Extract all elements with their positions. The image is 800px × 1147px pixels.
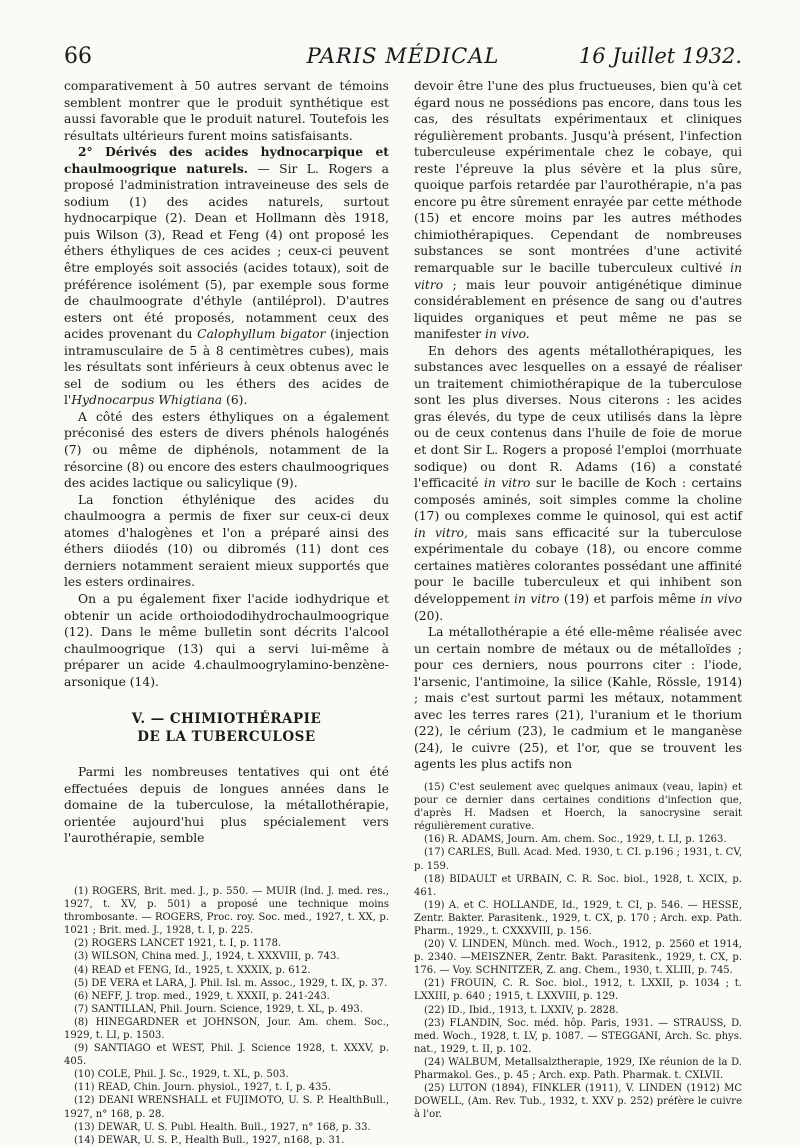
paragraph: La métallothérapie a été elle-même réalisée avec un certain nombre de métaux ou de métalloïdes ; pour ces derniers, nous pourrons citer : l'iode, l'arsenic, l'antimoine, la silice (Kahle, Rössle, 1914) ; mais c'est surtout parmi les métaux, notamment avec les terres rares (21), l'uranium et le thorium (22), le cérium (23), le cadmium et le manganèse (24), le cuivre (25), et l'or, que se trouvent les agents les plus actifs non: [414, 625, 742, 772]
footnote: (23) FLANDIN, Soc. méd. hôp. Paris, 1931. — STRAUSS, D. med. Woch., 1928, t. LV, p. 1087. — STEGGANI, Arch. Sc. phys. nat., 1929, t. II, p. 102.: [414, 1017, 742, 1055]
footnote: (16) R. ADAMS, Journ. Am. chem. Soc., 1929, t. LI, p. 1263.: [424, 834, 727, 846]
italic-term: in vitro,: [414, 525, 468, 540]
footnotes-right: [414, 781, 742, 1121]
footnote: (19) A. et C. HOLLANDE, Id., 1929, t. CI, p. 546. — HESSE, Zentr. Bakter. Parasitenk., 1929, t. CX, p. 170 ; Arch. exp. Path. Pharm., 1929., t. CXXXVIII, p. 156.: [414, 899, 742, 937]
journal-title: PARIS MÉDICAL: [306, 44, 500, 68]
italic-term: in vitro: [414, 261, 742, 292]
footnote: (12) DEANI WRENSHALL et FUJIMOTO, U. S. P. HealthBull., 1927, n° 168, p. 28.: [64, 1095, 389, 1120]
text-run: ; mais leur pouvoir antigénétique diminue considérablement en présence de sang ou d'autres liquides organiques et peut même ne pas se manifester: [414, 277, 742, 342]
footnote: (21) FROUIN, C. R. Soc. biol., 1912, t. LXXII, p. 1034 ; t. LXXIII, p. 640 ; 1915, t. LXXVIII, p. 129.: [414, 978, 742, 1003]
paragraph: [414, 78, 742, 343]
text-run: (injection intramusculaire de 5 à 8 centimètres cubes), mais les résultats sont inférieurs à ceux obtenus avec le sel de sodium ou les éthers des acides de l': [64, 327, 390, 408]
footnote: (20) V. LINDEN, Münch. med. Woch., 1912, p. 2560 et 1914, p. 2340. —MEISZNER, Zentr. Bakt. Parasitenk., 1929, t. CX, p. 176. — Voy. SCHNITZER, Z. ang. Chem., 1930, t. XLIII, p. 745.: [414, 939, 742, 977]
section-heading-line: V. — CHIMIOTHÉRAPIE: [131, 711, 322, 728]
section-heading: [64, 710, 389, 746]
paragraph-derives: [64, 144, 389, 409]
footnote: (11) READ, Chin. Journ. physiol., 1927, t. I, p. 435.: [74, 1082, 332, 1094]
paragraph: Parmi les nombreuses tentatives qui ont été effectuées depuis de longues années dans le domaine de la tuberculose, la métallothérapie, orientée aujourd'hui plus spécialement vers l'aurothérapie, semble: [64, 765, 389, 846]
paragraph: On a pu également fixer l'acide iodhydrique et obtenir un acide orthoiododihydrochaulmoogrique (12). Dans le même bulletin sont décrits l'alcool chaulmoogrique (13) qui a servi lui-même à préparer un acide 4.chaulmoogrylamino-benzène-arsonique (14).: [64, 591, 389, 689]
italic-term: in vivo.: [485, 327, 530, 342]
text-run: mais sans efficacité sur la tuberculose expérimentale du cobaye (18), ou encore comme certaines matières colorantes possédant une affinité pour le bacille tuberculeux et qui inhibent son développement: [414, 525, 742, 606]
text-run: (20).: [414, 608, 444, 623]
text-run: — Sir L. Rogers a proposé l'administration intraveineuse des sels de sodium (1) des acides naturels, surtout hydnocarpique (2). Dean et Hollmann dès 1918, puis Wilson (3), Read et Feng (4) ont proposé les éthers éthyliques de ces acides ; ceux-ci peuvent être employés soit associés (acides totaux), soit de préférence isolément (5), par exemple sous forme de chaulmoograte d'éthyle (antiléprol). D'autres esters ont été proposés, notamment ceux des acides provenant du: [64, 161, 390, 342]
footnote: (15) C'est seulement avec quelques animaux (veau, lapin) et pour ce dernier dans certaines conditions d'infection que, d'après H. Madsen et Hoerch, la sanocrysine serait régulièrement curative.: [414, 781, 742, 833]
left-column: [64, 78, 389, 1147]
italic-term: in vitro: [483, 476, 531, 491]
footnote: (2) ROGERS LANCET 1921, t. I, p. 1178.: [74, 938, 282, 950]
issue-date: 16 Juillet 1932.: [578, 44, 742, 68]
italic-term: in vitro: [514, 591, 560, 606]
footnote: (5) DE VERA et LARA, J. Phil. Isl. m. Assoc., 1929, t. IX, p. 37.: [74, 977, 388, 989]
text-run: En dehors des agents métallothérapiques, les substances avec lesquelles on a essayé de réaliser un traitement chimiothérapique de la tuberculose sont les plus diverses. Nous citerons : les acides gras élevés, du type de ceux utilisés dans la lèpre ou de ceux contenus dans l'huile de foie de morue et dont Sir L. Rogers a proposé l'emploi (morrhuate sodique) ou dont R. Adams (16) a constaté l'efficacité: [414, 343, 742, 491]
section-heading-line: DE LA TUBERCULOSE: [137, 729, 316, 746]
footnote: (25) LUTON (1894), FINKLER (1911), V. LINDEN (1912) MC DOWELL, (Am. Rev. Tub., 1932, t. XXV p. 252) préfère le cuivre à l'or.: [414, 1083, 742, 1121]
footnotes-left: [64, 885, 389, 1147]
footnote: (7) SANTILLAN, Phil. Journ. Science, 1929, t. XL, p. 493.: [74, 1003, 363, 1015]
subsection-heading: 2° Dérivés des acides hydnocarpique et chaulmoogrique naturels.: [64, 144, 389, 176]
footnote: (9) SANTIAGO et WEST, Phil. J. Science 1928, t. XXXV, p. 405.: [64, 1043, 389, 1068]
footnote: (24) WALBUM, Metallsalztherapie, 1929, IXe réunion de la D. Pharmakol. Ges., p. 45 ; Arch. exp. Path. Pharmak. t. CXLVII.: [414, 1056, 742, 1082]
italic-term: in vivo: [700, 591, 742, 606]
footnote: (6) NEFF, J. trop. med., 1929, t. XXXII, p. 241-243.: [74, 990, 330, 1002]
paragraph: La fonction éthylénique des acides du chaulmoogra a permis de fixer sur ceux-ci deux atomes d'halogènes et l'on a préparé ainsi des éthers diiodés (10) ou dibromés (11) dont ces derniers notamment seraient mieux supportés que les esters ordinaires.: [64, 492, 389, 590]
page-number: 66: [64, 44, 92, 69]
text-run: (6).: [222, 393, 248, 408]
text-run: (19) et parfois même: [559, 591, 701, 606]
footnote: (3) WILSON, China med. J., 1924, t. XXXVIII, p. 743.: [74, 951, 340, 963]
footnote: (4) READ et FENG, Id., 1925, t. XXXIX, p. 612.: [74, 964, 311, 976]
footnote: (8) HINEGARDNER et JOHNSON, Jour. Am. chem. Soc., 1929, t. LI, p. 1503.: [64, 1016, 389, 1041]
right-column: [414, 78, 742, 1121]
footnote: (17) CARLES, Bull. Acad. Med. 1930, t. CI. p.196 ; 1931, t. CV, p. 159.: [414, 847, 742, 872]
italic-term: Calophyllum bigator: [197, 327, 326, 342]
text-run: devoir être l'une des plus fructueuses, bien qu'à cet égard nous ne possédions pas encore, dans tous les cas, des résultats expérimentaux et cliniques régulièrement probants. Jusqu'à présent, l'infection tuberculeuse expérimentale chez le cobaye, qui reste l'épreuve la plus sévère et la plus sûre, quoique parfois retardée par l'aurothérapie, n'a pas encore pu être sûrement enrayée par cette méthode (15) et encore moins par les autres méthodes chimiothérapiques. Cependant de nombreuses substances se sont montrées d'une activité remarquable sur le bacille tuberculeux cultivé: [414, 79, 742, 276]
paragraph: A côté des esters éthyliques on a également préconisé des esters de divers phénols halogénés (7) ou même de diphénols, notamment de la résorcine (8) ou encore des esters chaulmoogriques des acides lactique ou salicylique (9).: [64, 409, 389, 491]
page-header: [64, 44, 742, 72]
paragraph: [414, 343, 742, 624]
italic-term: Hydnocarpus Whigtiana: [71, 393, 223, 408]
footnote: (18) BIDAULT et URBAIN, C. R. Soc. biol., 1928, t. XCIX, p. 461.: [414, 873, 742, 898]
text-run: sur le bacille de Koch : certains composés aminés, soit simples comme la choline (17) ou complexes comme le quinosol, qui est actif: [414, 476, 742, 524]
footnote: (22) ID., Ibid., 1913, t. LXXIV, p. 2828.: [424, 1004, 619, 1016]
footnote: (14) DEWAR, U. S. P., Health Bull., 1927, n168, p. 31.: [74, 1134, 345, 1146]
footnote: (13) DEWAR, U. S. Publ. Health. Bull., 1927, n° 168, p. 33.: [74, 1121, 371, 1133]
footnote: (10) COLE, Phil. J. Sc., 1929, t. XL, p. 503.: [74, 1069, 289, 1081]
paragraph: comparativement à 50 autres servant de témoins semblent montrer que le produit synthétique est aussi favorable que le produit naturel. Toutefois les résultats ultérieurs furent moins satisfaisants.: [64, 79, 389, 143]
footnote: (1) ROGERS, Brit. med. J., p. 550. — MUIR (Ind. J. med. res., 1927, t. XV, p. 501) a proposé une technique moins thrombosante. — ROGERS, Proc. roy. Soc. med., 1927, t. XX, p. 1021 ; Brit. med. J., 1928, t. I, p. 225.: [64, 885, 389, 937]
